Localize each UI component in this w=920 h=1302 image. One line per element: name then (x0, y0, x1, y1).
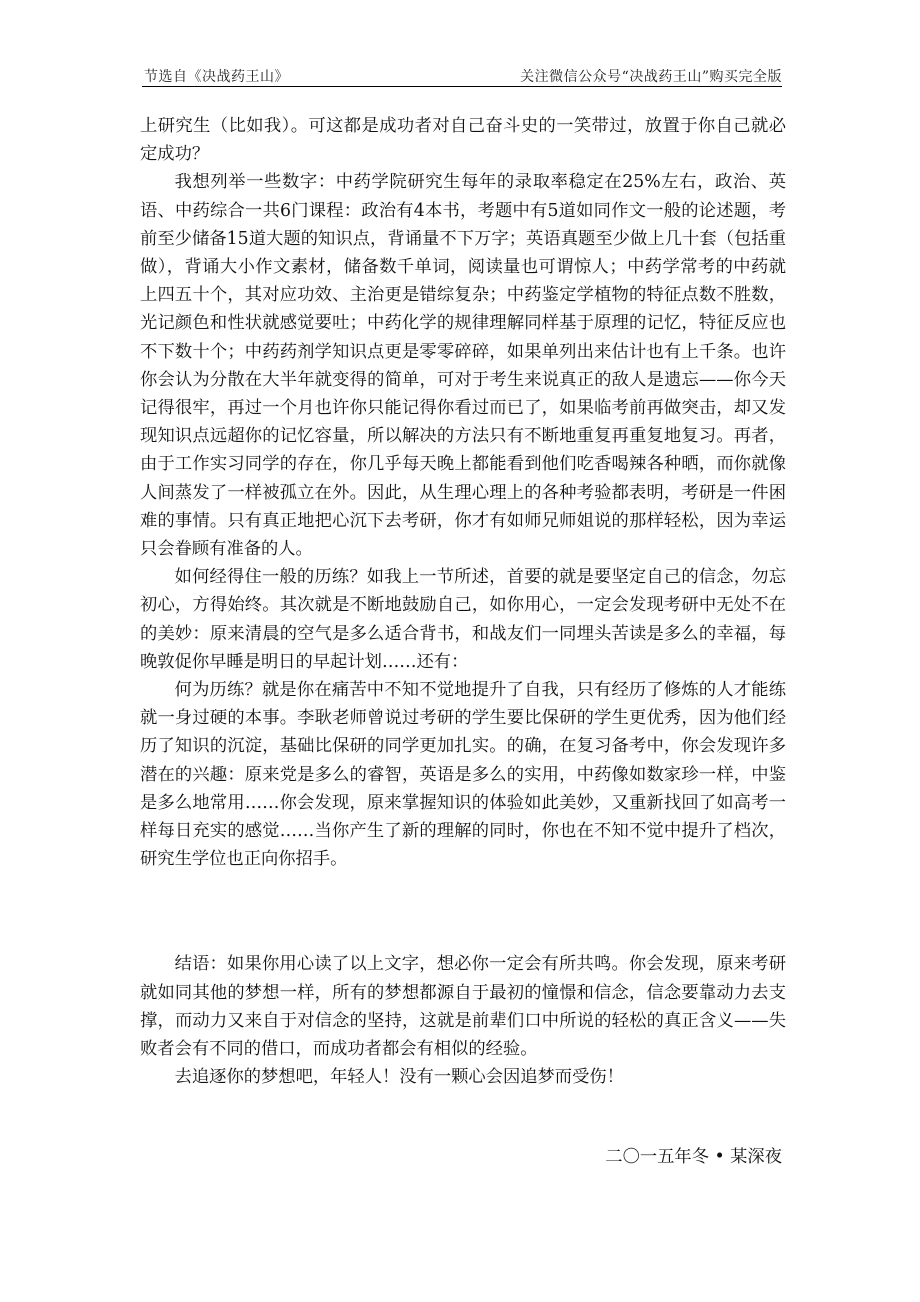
paragraph-experience: 如何经得住一般的历练？如我上一节所述，首要的就是要坚定自己的信念，勿忘初心，方得始终。其次就是不断地鼓励自己，如你用心，一定会发现考研中无处不在的美妙：原来清晨的空气是多么适合背书，和战友们一同埋头苦读是多么的幸福，每晚敦促你早睡是明日的早起计划……还有： (140, 567, 786, 672)
page-header (142, 64, 782, 87)
main-text (140, 112, 786, 1092)
paragraph-closing: 去追逐你的梦想吧，年轻人！没有一颗心会因追梦而受伤！ (174, 1067, 624, 1088)
signature-date: 二〇一五年冬 • 某深夜 (605, 1147, 782, 1167)
paragraph-continuation: 上研究生（比如我）。可这都是成功者对自己奋斗史的一笑带过，放置于你自己就必定成功？ (140, 116, 786, 165)
header-promo: 关注微信公众号“决战药王山”购买完全版 (520, 69, 782, 85)
header-source: 节选自《决战药王山》 (144, 69, 289, 85)
paragraph-training: 何为历练？就是你在痛苦中不知不觉地提升了自我，只有经历了修炼的人才能练就一身过硬的本事。李耿老师曾说过考研的学生要比保研的学生更优秀，因为他们经历了知识的沉淀，基础比保研的同学更加扎实。的确，在复习备考中，你会发现许多潜在的兴趣：原来党是多么的睿智，英语是多么的实用，中药像如数家珍一样，中鉴是多么地常用……你会发现，原来掌握知识的体验如此美妙，又重新找回了如高考一样每日充实的感觉……当你产生了新的理解的同时，你也在不知不觉中提升了档次，研究生学位也正向你招手。 (140, 680, 786, 870)
section-gap (140, 873, 786, 950)
paragraph-numbers: 我想列举一些数字：中药学院研究生每年的录取率稳定在25%左右，政治、英语、中药综合一共6门课程：政治有4本书，考题中有5道如同作文一般的论述题，考前至少储备15道大题的知识点，背诵量不下万字；英语真题至少做上几十套（包括重做），背诵大小作文素材，储备数千单词，阅读量也可谓惊人；中药学常考的中药就上四五十个，其对应功效、主治更是错综复杂；中药鉴定学植物的特征点数不胜数，光记颜色和性状就感觉要吐；中药化学的规律理解同样基于原理的记忆，特征反应也不下数十个；中药药剂学知识点更是零零碎碎，如果单列出来估计也有上千条。也许你会认为分散在大半年就变得的简单，可对于考生来说真正的敌人是遗忘——你今天记得很牢，再过一个月也许你只能记得你看过而已了，如果临考前再做突击，却又发现知识点远超你的记忆容量，所以解决的方法只有不断地重复再重复地复习。再者，由于工作实习同学的存在，你几乎每天晚上都能看到他们吃香喝辣各种晒，而你就像人间蒸发了一样被孤立在外。因此，从生理心理上的各种考验都表明，考研是一件困难的事情。只有真正地把心沉下去考研，你才有如师兄师姐说的那样轻松，因为幸运只会眷顾有准备的人。 (140, 172, 786, 560)
paragraph-conclusion: 结语：如果你用心读了以上文字，想必你一定会有所共鸣。你会发现，原来考研就如同其他的梦想一样，所有的梦想都源自于最初的憧憬和信念，信念要靠动力去支撑，而动力又来自于对信念的坚持，这就是前辈们口中所说的轻松的真正含义——失败者会有不同的借口，而成功者都会有相似的经验。 (140, 954, 786, 1060)
